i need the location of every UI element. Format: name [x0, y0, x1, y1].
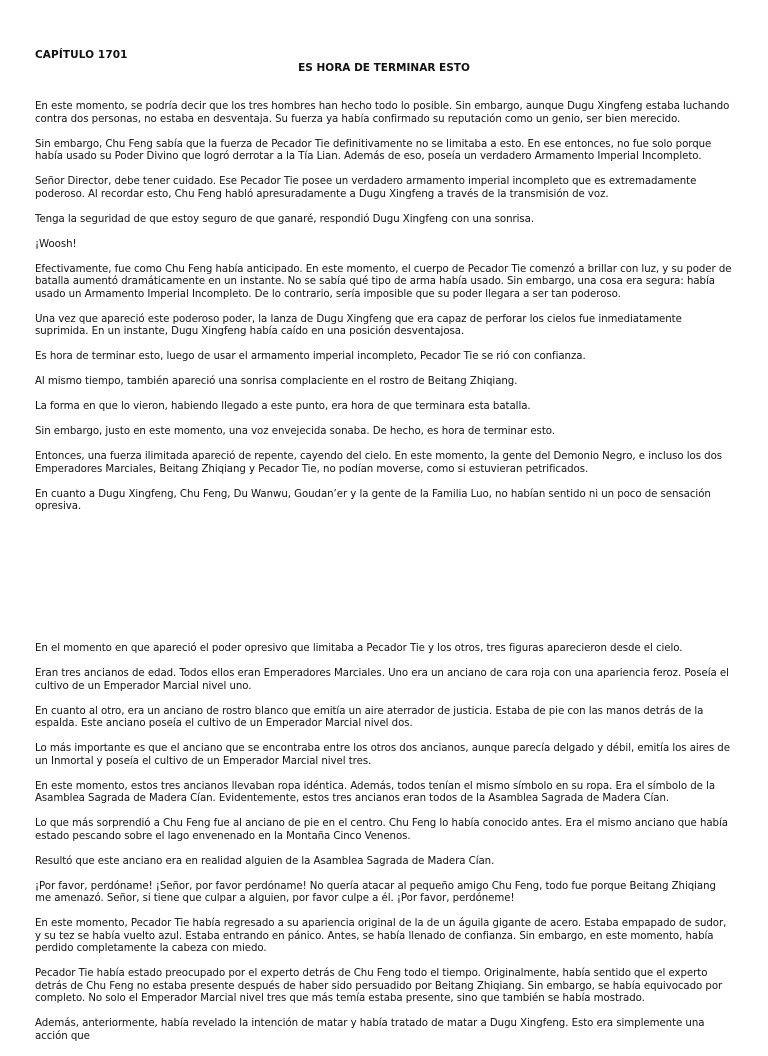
- paragraph: En este momento, se podría decir que los tres hombres han hecho todo lo posible. Sin embargo, aunque Dugu Xingfeng estaba luchando contra dos personas, no estaba en desventaja. Su fuerza ya había confirmado su reputación como un genio, ser bien merecido.: [35, 101, 730, 125]
- paragraph: Eran tres ancianos de edad. Todos ellos eran Emperadores Marciales. Uno era un anciano de cara roja con una apariencia feroz. Poseía el cultivo de un Emperador Marcial nivel uno.: [35, 668, 729, 692]
- text-section-2: [35, 643, 733, 1056]
- paragraph: Es hora de terminar esto, luego de usar el armamento imperial incompleto, Pecador Tie se rió con confianza.: [35, 351, 586, 362]
- paragraph: Sin embargo, justo en este momento, una voz envejecida sonaba. De hecho, es hora de terminar esto.: [35, 426, 555, 437]
- paragraph: Tenga la seguridad de que estoy seguro de que ganaré, respondió Dugu Xingfeng con una sonrisa.: [35, 213, 535, 225]
- paragraph: En el momento en que apareció el poder opresivo que limitaba a Pecador Tie y los otros, tres figuras aparecieron desde el cielo.: [35, 643, 683, 654]
- paragraph: Pecador Tie había estado preocupado por el experto detrás de Chu Feng todo el tiempo. Originalmente, había sentido que el experto detrás de Chu Feng no estaba presente después de haber sido persuadido por Beitang Zhiqiang. Sin embargo, se había equivocado por completo. No solo el Emperador Marcial nivel tres que más temía estaba presente, sino que también se había mostrado.: [35, 968, 723, 1004]
- chapter-title: ES HORA DE TERMINAR ESTO: [298, 62, 470, 74]
- paragraph: En cuanto a Dugu Xingfeng, Chu Feng, Du Wanwu, Goudan’er y la gente de la Familia Luo, no habían sentido ni un poco de sensación opresiva.: [35, 488, 711, 512]
- paragraph: Sin embargo, Chu Feng sabía que la fuerza de Pecador Tie definitivamente no se limitaba a esto. En ese entonces, no fue solo porque había usado su Poder Divino que logró derrotar a la Tía Lian. Además de eso, poseía un verdadero Armamento Imperial Incompleto.: [35, 138, 712, 162]
- paragraph: Además, anteriormente, había revelado la intención de matar y había tratado de matar a Dugu Xingfeng. Esto era simplemente una acción que: [35, 1018, 705, 1042]
- paragraph: La forma en que lo vieron, habiendo llegado a este punto, era hora de que terminara esta batalla.: [35, 401, 531, 412]
- text-section-1: [35, 101, 733, 526]
- paragraph: ¡Woosh!: [35, 238, 77, 250]
- paragraph: En este momento, Pecador Tie había regresado a su apariencia original de la de un águila gigante de acero. Estaba empapado de sudor, y su tez se había vuelto azul. Estaba entrando en pánico. Antes, se había llenado de confianza. Sin embargo, en este momento, había perdido completamente la cabeza con miedo.: [35, 918, 727, 954]
- paragraph: Señor Director, debe tener cuidado. Ese Pecador Tie posee un verdadero armamento imperial incompleto que es extremadamente poderoso. Al recordar esto, Chu Feng habló apresuradamente a Dugu Xingfeng a través de la transmisión de voz.: [35, 176, 697, 200]
- paragraph: Lo más importante es que el anciano que se encontraba entre los otros dos ancianos, aunque parecía delgado y débil, emitía los aires de un Inmortal y poseía el cultivo de un Emperador Marcial nivel tres.: [35, 743, 730, 767]
- paragraph: Resultó que este anciano era en realidad alguien de la Asamblea Sagrada de Madera Cían.: [35, 855, 495, 867]
- chapter-heading: CAPÍTULO 1701: [35, 49, 128, 61]
- paragraph: ¡Por favor, perdóname! ¡Señor, por favor perdóname! No quería atacar al pequeño amigo Chu Feng, todo fue porque Beitang Zhiqiang me amenazó. Señor, si tiene que culpar a alguien, por favor culpe a él. ¡Por favor, perdóneme!: [35, 880, 716, 904]
- paragraph: Una vez que apareció este poderoso poder, la lanza de Dugu Xingfeng que era capaz de perforar los cielos fue inmediatamente suprimida. En un instante, Dugu Xingfeng había caído en una posición desventajosa.: [35, 313, 682, 337]
- paragraph: Lo que más sorprendió a Chu Feng fue al anciano de pie en el centro. Chu Feng lo había conocido antes. Era el mismo anciano que había estado pescando sobre el lago envenenado en la Montaña Cinco Venenos.: [35, 818, 728, 842]
- paragraph: Entonces, una fuerza ilimitada apareció de repente, cayendo del cielo. En este momento, la gente del Demonio Negro, e incluso los dos Emperadores Marciales, Beitang Zhiqiang y Pecador Tie, no podían moverse, como si estuvieran petrificados.: [35, 451, 723, 475]
- paragraph: En cuanto al otro, era un anciano de rostro blanco que emitía un aire aterrador de justicia. Estaba de pie con las manos detrás de la espalda. Este anciano poseía el cultivo de un Emperador Marcial nivel dos.: [35, 705, 704, 729]
- paragraph: En este momento, estos tres ancianos llevaban ropa idéntica. Además, todos tenían el mismo símbolo en su ropa. Era el símbolo de la Asamblea Sagrada de Madera Cían. Evidentemente, estos tres ancianos eran todos de la Asamblea Sagrada de Madera Cían.: [35, 780, 716, 804]
- paragraph: Al mismo tiempo, también apareció una sonrisa complaciente en el rostro de Beitang Zhiqiang.: [35, 376, 518, 387]
- paragraph: Efectivamente, fue como Chu Feng había anticipado. En este momento, el cuerpo de Pecador Tie comenzó a brillar con luz, y su poder de batalla aumentó dramáticamente en un instante. No se sabía qué tipo de arma había usado. Sin embargo, una cosa era segura: había usado un Armamento Imperial Incompleto. De lo contrario, sería imposible que su poder llegara a ser tan poderoso.: [35, 263, 732, 300]
